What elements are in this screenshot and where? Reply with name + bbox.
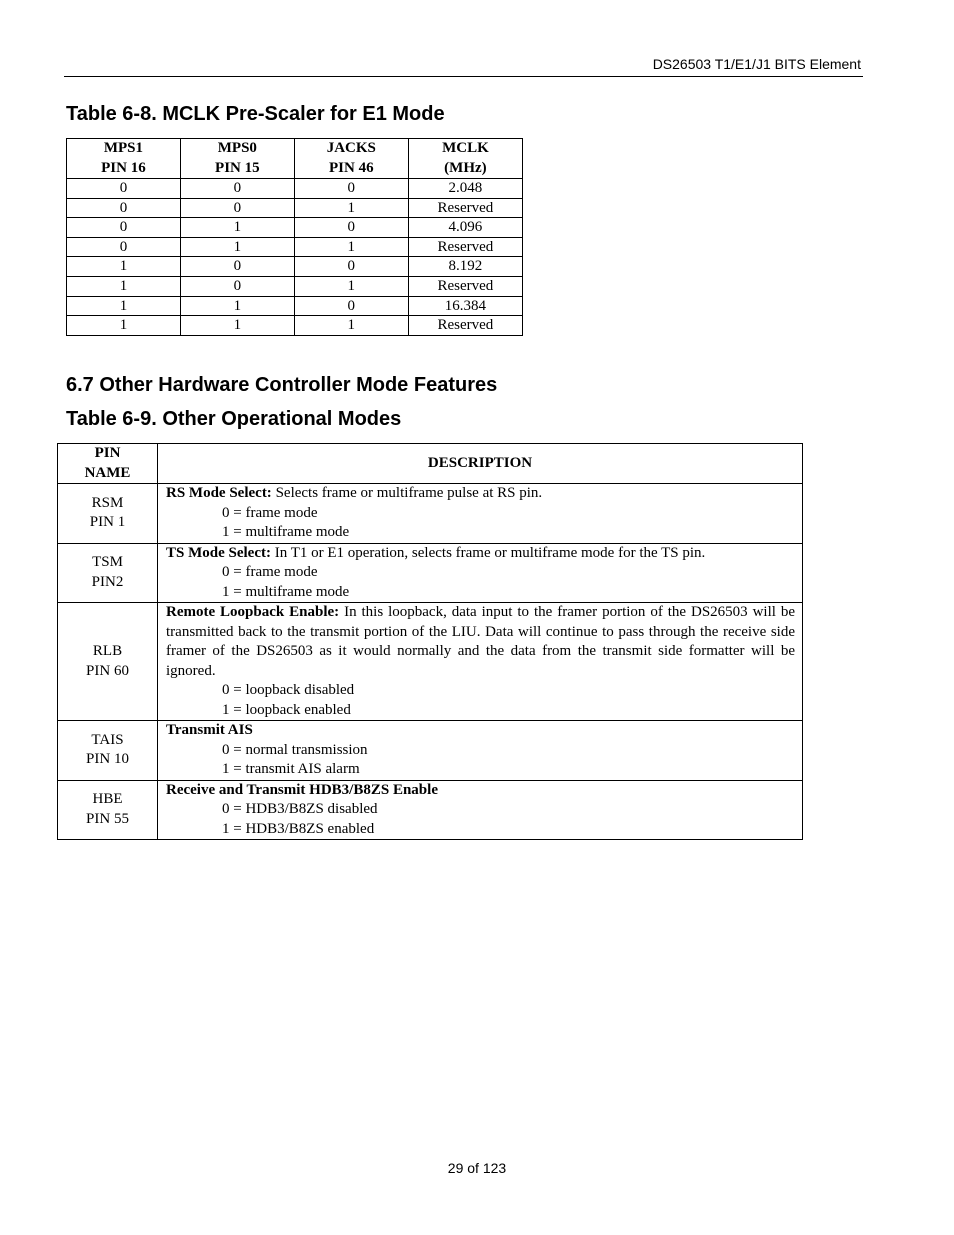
description-cell (158, 721, 803, 781)
table-cell: 0 (67, 179, 181, 199)
table-cell: Reserved (408, 198, 522, 218)
table-row (58, 543, 803, 603)
table-row (67, 296, 523, 316)
column-header-description: DESCRIPTION (158, 444, 803, 484)
table-cell: 0 (294, 218, 408, 238)
table-cell: 1 (180, 237, 294, 257)
table-cell: 0 (67, 198, 181, 218)
table-cell: 1 (180, 218, 294, 238)
table-cell: Reserved (408, 237, 522, 257)
mclk-prescaler-table (66, 138, 523, 336)
header-title: DS26503 T1/E1/J1 BITS Element (652, 56, 861, 72)
option-text: 0 = HDB3/B8ZS disabled (222, 801, 378, 817)
table-cell: 4.096 (408, 218, 522, 238)
description-title: TS Mode Select: (166, 544, 271, 561)
description-title: Transmit AIS (166, 722, 253, 738)
description-text: Selects frame or multiframe pulse at RS pin. (271, 485, 543, 501)
option-text: 1 = transmit AIS alarm (222, 761, 360, 777)
option-text: 0 = frame mode (222, 504, 318, 521)
pin-cell: HBE PIN 55 (58, 780, 158, 840)
table-header-row (67, 139, 523, 179)
table-cell: 0 (67, 218, 181, 238)
option-text: 1 = HDB3/B8ZS enabled (222, 820, 375, 837)
table-row (67, 316, 523, 336)
table-cell: 2.048 (408, 179, 522, 199)
table-row (67, 276, 523, 296)
section-heading: 6.7 Other Hardware Controller Mode Features (66, 374, 498, 396)
table-row (67, 179, 523, 199)
table-cell: 1 (67, 276, 181, 296)
column-header-mps1: MPS1 PIN 16 (67, 139, 181, 179)
table-cell: 1 (180, 316, 294, 336)
table-cell: 0 (180, 179, 294, 199)
pin-cell: RSM PIN 1 (58, 484, 158, 544)
table-row (58, 603, 803, 721)
table-cell: 0 (67, 237, 181, 257)
table-cell: 0 (294, 179, 408, 199)
table-row (58, 721, 803, 781)
table-cell: 0 (180, 198, 294, 218)
table-cell: 8.192 (408, 257, 522, 277)
table-row (67, 218, 523, 238)
page-number: 29 of 123 (447, 1160, 507, 1176)
description-cell (158, 484, 803, 544)
table-row (58, 484, 803, 544)
table-cell: 1 (67, 257, 181, 277)
table-cell: 16.384 (408, 296, 522, 316)
table-cell: Reserved (408, 276, 522, 296)
description-cell (158, 780, 803, 840)
pin-cell: TSM PIN2 (58, 543, 158, 603)
table-cell: 1 (294, 316, 408, 336)
table-cell: Reserved (408, 316, 522, 336)
table-cell: 0 (294, 296, 408, 316)
table-cell: 1 (180, 296, 294, 316)
option-text: 0 = normal transmission (222, 741, 368, 758)
column-header-mclk: MCLK (MHz) (408, 139, 522, 179)
table-header-row (58, 444, 803, 484)
option-text: 0 = frame mode (222, 564, 318, 580)
table-cell: 1 (294, 198, 408, 218)
operational-modes-table (57, 443, 803, 840)
table-cell: 1 (294, 276, 408, 296)
table-cell: 0 (180, 257, 294, 277)
option-text: 1 = multiframe mode (222, 583, 350, 600)
description-text: In this loopback, data input to the framer portion of the DS26503 will be transmitted back to the transmit portion of the LIU. Data will continue to pass through the receive side framer of the DS26503 as it would normally and the data from the transmit side formatter will be ignored. (166, 604, 795, 679)
table-cell: 0 (180, 276, 294, 296)
pin-cell: TAIS PIN 10 (58, 721, 158, 781)
table-row (67, 257, 523, 277)
description-title: Remote Loopback Enable: (166, 604, 340, 620)
description-text: In T1 or E1 operation, selects frame or multiframe mode for the TS pin. (270, 544, 706, 561)
option-text: 0 = loopback disabled (222, 682, 355, 698)
pin-cell: RLB PIN 60 (58, 603, 158, 721)
description-title: RS Mode Select: (166, 485, 272, 501)
option-text: 1 = loopback enabled (222, 701, 351, 718)
description-title: Receive and Transmit HDB3/B8ZS Enable (166, 781, 438, 798)
option-text: 1 = multiframe mode (222, 524, 350, 540)
table-6-9-caption: Table 6-9. Other Operational Modes (66, 408, 402, 430)
table-row (58, 780, 803, 840)
table-cell: 0 (294, 257, 408, 277)
column-header-mps0: MPS0 PIN 15 (180, 139, 294, 179)
table-cell: 1 (67, 316, 181, 336)
header-divider (64, 76, 863, 77)
description-cell (158, 543, 803, 603)
column-header-jacks: JACKS PIN 46 (294, 139, 408, 179)
table-6-8-caption: Table 6-8. MCLK Pre-Scaler for E1 Mode (66, 103, 445, 125)
column-header-pin-name: PIN NAME (58, 444, 158, 484)
description-cell (158, 603, 803, 721)
table-cell: 1 (67, 296, 181, 316)
table-row (67, 198, 523, 218)
table-cell: 1 (294, 237, 408, 257)
table-row (67, 237, 523, 257)
